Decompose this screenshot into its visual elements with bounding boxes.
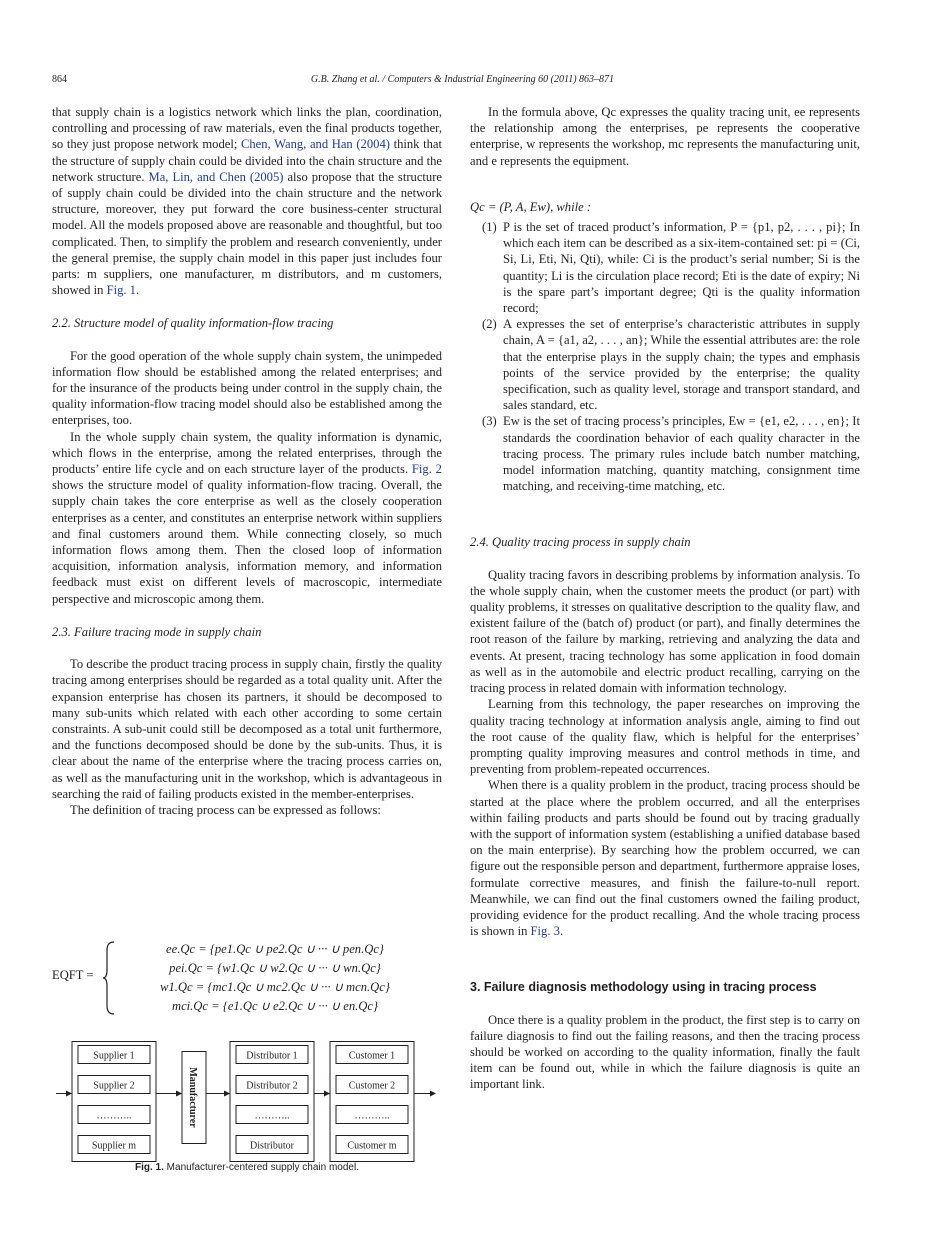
list-item-text: A expresses the set of enterprise’s characteristic attributes in supply chain, A = {a1, a2, . . . , an}; While the essential attributes are: the role that the enterprise plays in the supply chain; the types and emphasis points of the service provided by the enterprise; the quality specification, such as quality level, storage and transport standard, and sales standard, etc.: [503, 317, 860, 413]
list-item: [470, 413, 860, 494]
brace-icon: [102, 940, 116, 1016]
eqft-equation: [52, 940, 442, 1016]
supplier-label-3: ………..: [96, 1110, 132, 1122]
supplier-label-1: Supplier 1: [93, 1050, 135, 1062]
intro-paragraph: [52, 104, 442, 298]
left-column: [52, 104, 442, 818]
sec24-paragraph-2: Learning from this technology, the paper researches on improving the quality tracing technology at information analysis angle, aiming to find out the root cause of the quality flaw, which is helpful for the enterprises’ prompting quality improving measures and control methods in time, and preventing from problem-repeated occurrences.: [470, 697, 860, 777]
sec24-p3-text-a: When there is a quality problem in the product, tracing process should be started at the place where the problem occurred, and all the enterprises within failing products and parts should be found out by tracing gradually with the support of information system (establishing a unified database based on the main enterprise). By searching how the problem occurred, we can figure out the responsible person and department, furthermore appraise loses, formulate corrective measures, and finish the failure-to-null report. Meanwhile, we can find out the final customers owned the failing product, providing evidence for the product recalling. And the whole tracing process is shown in: [470, 778, 860, 939]
distributor-label-4: Distributor: [250, 1140, 294, 1152]
eqft-line-2: pei.Qc = {w1.Qc ∪ w2.Qc ∪ ··· ∪ wn.Qc}: [169, 961, 381, 975]
eqft-line-4: mci.Qc = {e1.Qc ∪ e2.Qc ∪ ··· ∪ en.Qc}: [171, 999, 379, 1013]
figure-1-diagram: [52, 1030, 442, 1175]
sec22-paragraph-1: For the good operation of the whole supply chain system, the unimpeded information flow should be established among the related enterprises; and for the insurance of the products being under control in the supply chain, the quality information-flow tracing model should also be established among the enterprises, too.: [52, 348, 442, 428]
page-number: 864: [52, 74, 67, 85]
distributor-label-1: Distributor 1: [246, 1050, 298, 1062]
sec24-p3-text-b: .: [559, 924, 564, 939]
supplier-label-2: Supplier 2: [93, 1080, 135, 1092]
arrow-icon: [324, 1091, 330, 1097]
running-title: G.B. Zhang et al. / Computers & Industrial Engineering 60 (2011) 863–871: [310, 74, 615, 85]
ref-fig2[interactable]: Fig. 2: [411, 462, 442, 477]
ref-fig3[interactable]: Fig. 3: [530, 924, 560, 939]
list-item-number: (3): [482, 414, 497, 429]
arrow-icon: [176, 1091, 182, 1097]
section-3-title: 3. Failure diagnosis methodology using in tracing process: [470, 980, 817, 995]
arrow-icon: [224, 1091, 230, 1097]
customer-label-4: Customer m: [347, 1140, 397, 1152]
eqft-line-1: ee.Qc = {pe1.Qc ∪ pe2.Qc ∪ ··· ∪ pen.Qc}: [166, 942, 384, 956]
customer-label-1: Customer 1: [348, 1050, 396, 1062]
sec3-paragraph-1: Once there is a quality problem in the product, the first step is to carry on failure diagnosis to find out the failing reasons, and then the tracing process should be worked on according to the quality information, finally the fault item can be found out, while in which the failure diagnosis is quite an important link.: [470, 1012, 860, 1092]
formula-intro-paragraph: In the formula above, Qc expresses the quality tracing unit, ee represents the relationship among the enterprises, pe represents the cooperative enterprise, w represents the workshop, mc represents the manufacturing unit, and e represents the equipment.: [470, 105, 860, 168]
sec23-paragraph-2: The definition of tracing process can be expressed as follows:: [70, 802, 381, 817]
sec22-paragraph-2: [52, 429, 442, 607]
ref-ma-2005[interactable]: Ma, Lin, and Chen (2005): [148, 169, 284, 184]
section-2-2-title: 2.2. Structure model of quality information-flow tracing: [52, 316, 334, 331]
list-item: [470, 219, 860, 316]
sec22-p2-text-a: In the whole supply chain system, the quality information is dynamic, which flows in the enterprise, among the related enterprises, through the products’ entire life cycle and on each structure layer of the products.: [52, 429, 442, 477]
arrow-icon: [66, 1091, 72, 1097]
caption-label: Fig. 1.: [134, 1162, 164, 1173]
section-2-4-title: 2.4. Quality tracing process in supply chain: [470, 535, 691, 550]
eqft-line-3: w1.Qc = {mc1.Qc ∪ mc2.Qc ∪ ··· ∪ mcn.Qc}: [160, 980, 390, 994]
sec23-paragraph-1: To describe the product tracing process in supply chain, firstly the quality tracing among enterprises should be regarded as a total quality unit. After the expansion enterprise has chosen its partners, it should be decomposed to many sub-units which related with each other according to some certain constraints. A sub-unit could still be decomposed as a total unit furthermore, and the functions decomposed should be done by the sub-units. Thus, it is clear about the name of the enterprise where the tracing process carries on, as well as the manufacturing unit in the workshop, which is advantageous in searching the raid of failing products existed in the member-enterprises.: [52, 657, 442, 801]
manufacturer-label: Manufacturer: [187, 1067, 198, 1128]
qc-definition: Qc = (P, A, Ew), while :: [470, 199, 592, 214]
sec24-paragraph-1: Quality tracing favors in describing problems by information analysis. To the whole supply chain, when the customer meets the product (or part) with quality problems, it stresses on qualitative description to the quality flaw, and existent failure of the (batch of) product (or part), and finally determines the root reason of the failure by marking, retrieving and analyzing the data and events. At present, tracing technology has some application in food domain as well as in the automobile and electric product recalling, carrying on the tracing process in related domain with information technology.: [470, 567, 860, 696]
list-item: [470, 316, 860, 413]
distributor-label-3: ………..: [254, 1110, 290, 1122]
customer-label-3: ………..: [354, 1110, 390, 1122]
right-column: [470, 104, 860, 1093]
list-item-text: Ew is the set of tracing process’s principles, Ew = {e1, e2, . . . , en}; It standards the coordination behavior of each quality character in the tracing process. The primary rules include batch number matching, model information matching, quantity matching, consignment time matching, and receiving-time matching, etc.: [503, 414, 860, 494]
intro-text-c: also propose that the structure of supply chain could be divided into the chain structure and the network structure, moreover, they put forward the core business-center structural model. All the models proposed above are reasonable and thoughtful, but too complicated. Then, to simplify the problem and research conveniently, under the general premise, the supply chain model in this paper just includes four parts: m suppliers, one manufacturer, m distributors, and m customers, showed in: [52, 169, 442, 298]
list-item-text: P is the set of traced product’s information, P = {p1, p2, . . . , pi}; In which each item can be described as a six-item-contained set: pi = (Ci, Si, Li, Eti, Ni, Qti), while: Ci is the product’s serial number; Si is the quantity; Li is the circulation place record; Eti is the date of expiry; Ni is the spare part’s important degree; Qti is the quality information record;: [503, 220, 860, 316]
sec24-paragraph-3: [470, 777, 860, 939]
figure-1-caption: [52, 1162, 442, 1173]
arrow-icon: [430, 1091, 436, 1097]
distributor-label-2: Distributor 2: [246, 1080, 298, 1092]
definition-list: [470, 219, 860, 494]
sec22-p2-text-b: shows the structure model of quality information-flow tracing. Overall, the supply chain takes the core enterprise as well as the closely cooperation enterprises as a center, and constitutes an enterprise network within suppliers and final customers around them. While connecting closely, so much information flows among them. Then the closed loop of information acquisition, information analysis, information memory, and information feedback must exist on different levels of macroscopic, intermediate perspective and microscopic among them.: [52, 478, 442, 606]
intro-text-a: that supply chain is a logistics network which links the plan, coordination, controlling and processing of raw materials, even the final products together, so they just propose network model;: [52, 105, 442, 152]
caption-text: Manufacturer-centered supply chain model.: [166, 1162, 359, 1173]
customer-label-2: Customer 2: [348, 1080, 396, 1092]
supplier-label-4: Supplier m: [91, 1140, 137, 1152]
ref-fig1[interactable]: Fig. 1: [106, 283, 136, 298]
list-item-number: (1): [482, 220, 497, 235]
section-2-3-title: 2.3. Failure tracing mode in supply chain: [52, 624, 262, 639]
eqft-label: EQFT =: [52, 968, 94, 982]
list-item-number: (2): [482, 317, 497, 332]
intro-text-d: .: [135, 283, 140, 298]
intro-text-b: think that the structure of supply chain could be divided into the chain structure and the network structure.: [52, 137, 442, 184]
ref-chen-2004[interactable]: Chen, Wang, and Han (2004): [240, 137, 390, 152]
